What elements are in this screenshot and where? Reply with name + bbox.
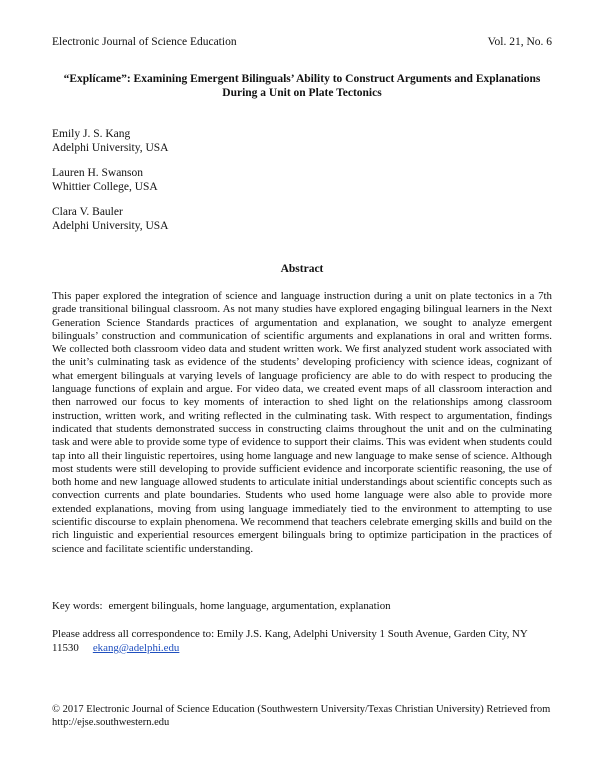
author-block: [52, 166, 168, 194]
journal-name: Electronic Journal of Science Education: [52, 36, 237, 48]
keywords-text: emergent bilinguals, home language, argumentation, explanation: [108, 600, 391, 612]
author-affiliation: Whittier College, USA: [52, 181, 158, 193]
author-block: [52, 205, 168, 233]
keywords-label: Key words:: [52, 600, 103, 612]
author-list: [52, 127, 168, 244]
author-affiliation: Adelphi University, USA: [52, 142, 169, 154]
title-line-1: “Explícame”: Examining Emergent Bilinguals’ Ability to Construct Arguments and Explanations: [63, 73, 541, 85]
keywords: [52, 600, 391, 612]
author-name: Lauren H. Swanson: [52, 167, 144, 179]
author-name: Emily J. S. Kang: [52, 128, 131, 140]
copyright-notice: © 2017 Electronic Journal of Science Education (Southwestern University/Texas Christian University) Retrieved from http://ejse.southwestern.edu: [52, 704, 551, 728]
email-link[interactable]: ekang@adelphi.edu: [92, 642, 180, 654]
running-header: [52, 36, 552, 48]
author-block: [52, 127, 168, 155]
paper-title: [52, 72, 552, 100]
title-line-2: During a Unit on Plate Tectonics: [222, 87, 382, 99]
abstract-heading: Abstract: [280, 263, 324, 275]
correspondence-text: Please address all correspondence to: Emily J.S. Kang, Adelphi University 1 South Avenue, Garden City, NY 11530: [52, 628, 528, 654]
author-name: Clara V. Bauler: [52, 206, 123, 218]
author-affiliation: Adelphi University, USA: [52, 220, 169, 232]
abstract-body: This paper explored the integration of science and language instruction during a unit on plate tectonics in a 7th grade transitional bilingual classroom. As not many studies have explored engaging bilingual learners in the Next Generation Science Standards practices of argumentation and explanation, we sought to analyze emergent bilinguals’ construction and communication of scientific arguments and explanations in oral and written forms. We collected both classroom video data and student written work. We first analyzed student work associated with the unit’s culminating task as evidence of the students’ developing proficiency with science ideas, cognizant of what emergent bilinguals at varying levels of language proficiency are able to do with respect to producing the language functions of explain and argue. For video data, we created event maps of all classroom interaction and then narrowed our focus to key moments of interaction to shed light on the relationships among classroom instruction, written work, and writing reflected in the culminating task. With respect to argumentation, findings indicated that students demonstrated success in constructing claims throughout the unit and on the culminating task and were able to provide some type of evidence to support their claims. This was evident when students could tap into all their linguistic repertoires, using home language and new language to make sense of science. Although most students were still developing to provide sufficient evidence and incorporate scientific reasoning, the use of both home and new language allowed students to articulate initial understandings about scientific concepts such as convection currents and plate boundaries. Students who used home language were also able to provide more extended explanations, moving from using language immediately tied to the environment to attempting to use scientific discourse to explain phenomena. We recommend that teachers celebrate emerging skills and build on the rich linguistic and experiential resources emergent bilinguals bring to optimize participation in the practices of science and facilitate scientific understanding.: [52, 290, 552, 555]
correspondence: [52, 627, 552, 655]
volume-info: Vol. 21, No. 6: [487, 36, 552, 48]
